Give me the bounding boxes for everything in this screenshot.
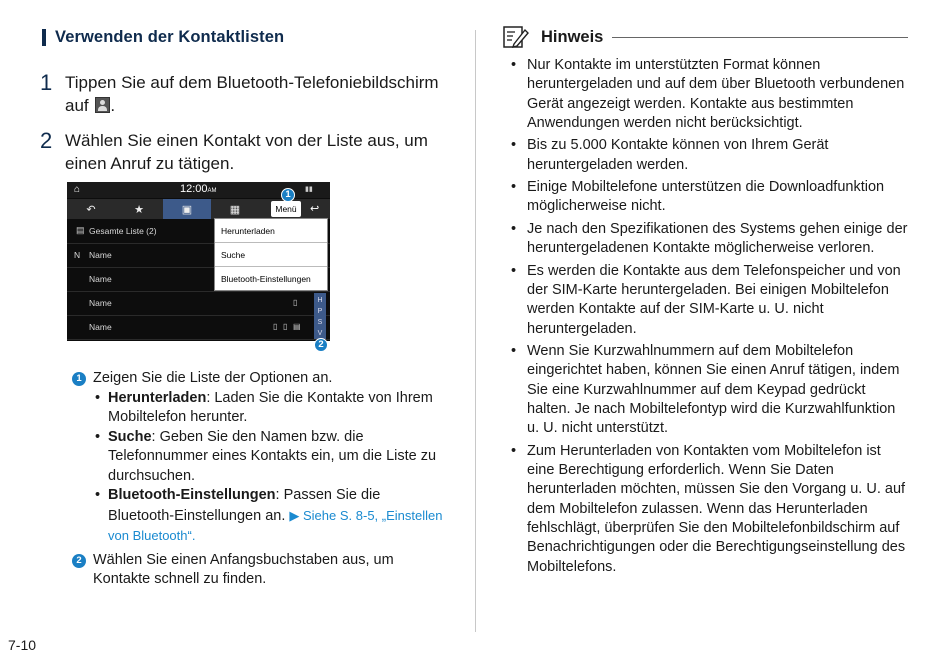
alphabet-index[interactable] bbox=[314, 293, 326, 339]
note-item: • Zum Herunterladen von Kontakten vom Mobiltelefon ist eine Berechtigung erforderlich. Wenn Sie Daten herunterladen möchten, müssen Sie den Vorgang u. U. auf dem Mobiltelefon zulassen. Wenn das Herunterladen fehlschlägt, überprüfen Sie den Mobiltelefonbildschirm auf Benachrichtigungen oder die Berechtigungseinstellung des Mobiltelefons. bbox=[509, 442, 909, 577]
step-number: 1 bbox=[40, 70, 53, 95]
step-text-suffix: . bbox=[110, 96, 116, 115]
back-icon[interactable]: ↩ bbox=[310, 203, 320, 215]
step-2 bbox=[40, 129, 450, 175]
signal-icon: ▮▮ bbox=[305, 186, 313, 193]
clock bbox=[180, 183, 217, 195]
legend-item-1 bbox=[72, 369, 447, 547]
tab-favorites[interactable] bbox=[115, 199, 163, 219]
alpha-letter[interactable]: V bbox=[317, 330, 323, 337]
menu-item-search[interactable]: Suche bbox=[215, 243, 327, 267]
note-pencil-icon bbox=[503, 25, 529, 49]
menu-item-download[interactable]: Herunterladen bbox=[215, 219, 327, 243]
option-desc: : Laden Sie die Kontakte von Ihrem Mobiltelefon herunter. bbox=[108, 389, 433, 425]
legend-number: 2 bbox=[72, 554, 86, 568]
clock-time: 12:00 bbox=[180, 183, 208, 195]
page-reference-link[interactable]: ▶ Siehe S. 8-5, „Einstellen von Bluetooth“. bbox=[108, 507, 443, 543]
tab-contacts[interactable] bbox=[163, 199, 211, 219]
callout-2: 2 bbox=[314, 338, 328, 352]
legend-number: 1 bbox=[72, 372, 86, 386]
note-list bbox=[509, 56, 909, 580]
call-log-icon: ↶ bbox=[86, 203, 96, 216]
section-heading bbox=[42, 28, 284, 47]
step-1 bbox=[40, 71, 450, 117]
contact-row[interactable] bbox=[67, 316, 330, 340]
note-rule bbox=[612, 37, 908, 38]
index-letter: N bbox=[74, 250, 81, 260]
phone-screen-illustration bbox=[67, 182, 330, 341]
option-desc: : Geben Sie den Namen bzw. die Telefonnummer eines Kontakts ein, um die Liste zu durchsuchen. bbox=[108, 428, 437, 484]
contacts-icon bbox=[95, 97, 110, 113]
legend-text: Wählen Sie einen Anfangsbuchstaben aus, um Kontakte schnell zu finden. bbox=[93, 551, 394, 587]
note-item: • Es werden die Kontakte aus dem Telefonspeicher und von der SIM-Karte heruntergeladen. Bei einigen Mobiltelefon werden Kontakte auf der SIM-Karte u. U. nicht heruntergeladen. bbox=[509, 262, 909, 339]
legend-body bbox=[93, 369, 447, 547]
tab-recent-calls[interactable] bbox=[67, 199, 115, 219]
note-item: • Wenn Sie Kurzwahlnummern auf dem Mobiltelefon eingerichtet haben, können Sie einen Anruf tätigen, indem Sie eine Kurzwahlnummer auf dem Keypad gedrückt halten. Je nach Mobiltelefontyp wird die Kurzwahlfunktion u. U. nicht unterstützt. bbox=[509, 342, 909, 438]
alpha-letter[interactable]: S bbox=[317, 319, 323, 326]
option-download bbox=[108, 389, 447, 428]
menu-item-bluetooth-settings[interactable]: Bluetooth-Einstellungen bbox=[221, 274, 311, 284]
step-number: 2 bbox=[40, 128, 53, 153]
note-item: • Je nach den Spezifikationen des Systems gehen einige der heruntergeladenen Kontakte möglicherweise verloren. bbox=[509, 220, 909, 259]
option-desc: : Passen Sie die Bluetooth-Einstellungen an. bbox=[108, 487, 381, 524]
step-text-main: Tippen Sie auf dem Bluetooth-Telefoniebildschirm auf bbox=[65, 73, 439, 115]
home-phone-icon: ▯ bbox=[283, 322, 288, 331]
list-icon: ▤ bbox=[76, 225, 85, 235]
alpha-letter[interactable]: H bbox=[317, 297, 323, 304]
clock-ampm: AM bbox=[207, 188, 217, 194]
list-header-label: Gesamte Liste (2) bbox=[89, 226, 157, 236]
contact-name: Name bbox=[89, 274, 112, 284]
legend-item-2 bbox=[72, 551, 447, 590]
option-label: Bluetooth-Einstellungen bbox=[108, 487, 276, 503]
page-number: 7-10 bbox=[8, 637, 37, 653]
star-icon: ★ bbox=[134, 203, 144, 216]
contact-name: Name bbox=[89, 322, 112, 332]
legend-text: Zeigen Sie die Liste der Optionen an. bbox=[93, 370, 333, 386]
column-divider bbox=[475, 30, 476, 632]
note-item: • Bis zu 5.000 Kontakte können von Ihrem Gerät heruntergeladen werden. bbox=[509, 136, 909, 175]
contact-name: Name bbox=[89, 250, 112, 260]
option-bluetooth-settings bbox=[108, 486, 447, 547]
option-search bbox=[108, 428, 447, 487]
tab-keypad[interactable] bbox=[211, 199, 259, 219]
keypad-icon: ▦ bbox=[229, 203, 241, 216]
mobile-icon: ▯ bbox=[273, 322, 278, 331]
step-text: Wählen Sie einen Kontakt von der Liste aus, um einen Anruf zu tätigen. bbox=[65, 131, 428, 173]
legend bbox=[72, 369, 447, 590]
option-list bbox=[108, 389, 447, 547]
alpha-letter[interactable]: P bbox=[317, 308, 323, 315]
contact-name: Name bbox=[89, 298, 112, 308]
menu-dropdown bbox=[214, 218, 328, 291]
step-text bbox=[65, 71, 450, 117]
mobile-icon: ▯ bbox=[293, 298, 298, 307]
note-heading bbox=[503, 25, 908, 49]
contacts-icon: ▣ bbox=[181, 203, 193, 216]
note-title: Hinweis bbox=[541, 27, 604, 46]
menu-button[interactable]: Menü bbox=[271, 201, 301, 217]
contact-row[interactable] bbox=[67, 292, 330, 316]
option-label: Suche bbox=[108, 428, 152, 445]
note-item: • Einige Mobiltelefone unterstützen die Downloadfunktion möglicherweise nicht. bbox=[509, 178, 909, 217]
callout-1: 1 bbox=[281, 188, 295, 202]
heading-bar bbox=[42, 29, 46, 46]
note-item: • Nur Kontakte im unterstützten Format können heruntergeladen und auf dem über Bluetooth verbundenen Gerät angezeigt werden. Kontakte aus bestimmten Anwendungen werden nicht berücksichtigt. bbox=[509, 56, 909, 133]
section-title: Verwenden der Kontaktlisten bbox=[55, 28, 285, 46]
option-label: Herunterladen bbox=[108, 389, 207, 406]
home-icon[interactable]: ⌂ bbox=[74, 184, 81, 195]
office-icon: ▤ bbox=[293, 322, 301, 331]
